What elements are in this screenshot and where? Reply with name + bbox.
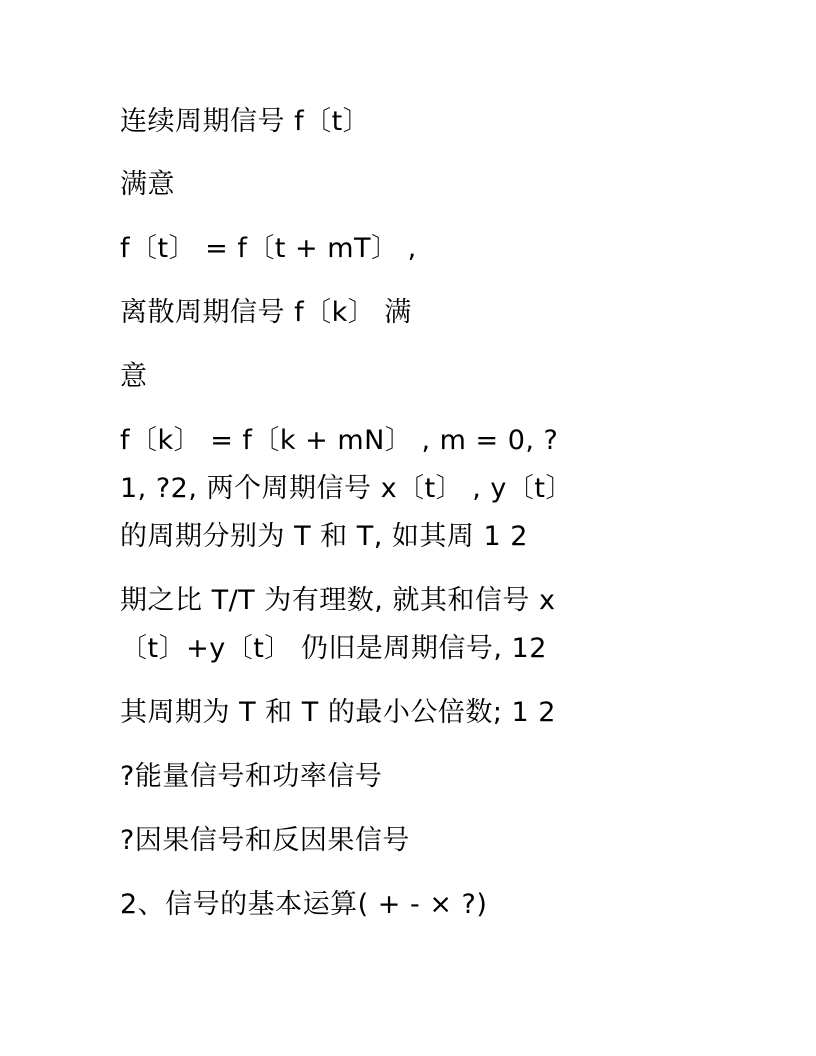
text-line: 的周期分别为 T 和 T, 如其周 1 2 [120,521,528,552]
text-line: 离散周期信号 f〔k〕 满 [120,297,412,328]
text-line: 满意 [120,169,175,200]
text-line: f〔t〕 = f〔t + mT〕 , [120,233,417,264]
text-line: 1, ?2, 两个周期信号 x〔t〕 , y〔t〕 [120,473,573,504]
text-line: 其周期为 T 和 T 的最小公倍数; 1 2 [120,697,556,728]
text-line: 连续周期信号 f〔t〕 [120,106,371,137]
text-line: 意 [120,361,148,392]
text-line: ?因果信号和反因果信号 [120,825,410,856]
text-line: ?能量信号和功率信号 [120,761,383,792]
text-line: 〔t〕+y〔t〕 仍旧是周期信号, 12 [120,633,547,664]
text-line: f〔k〕 = f〔k + mN〕 , m = 0, ? [120,425,559,456]
text-line: 2、信号的基本运算( + - × ?) [120,889,488,920]
text-line: 期之比 T/T 为有理数, 就其和信号 x [120,585,556,616]
